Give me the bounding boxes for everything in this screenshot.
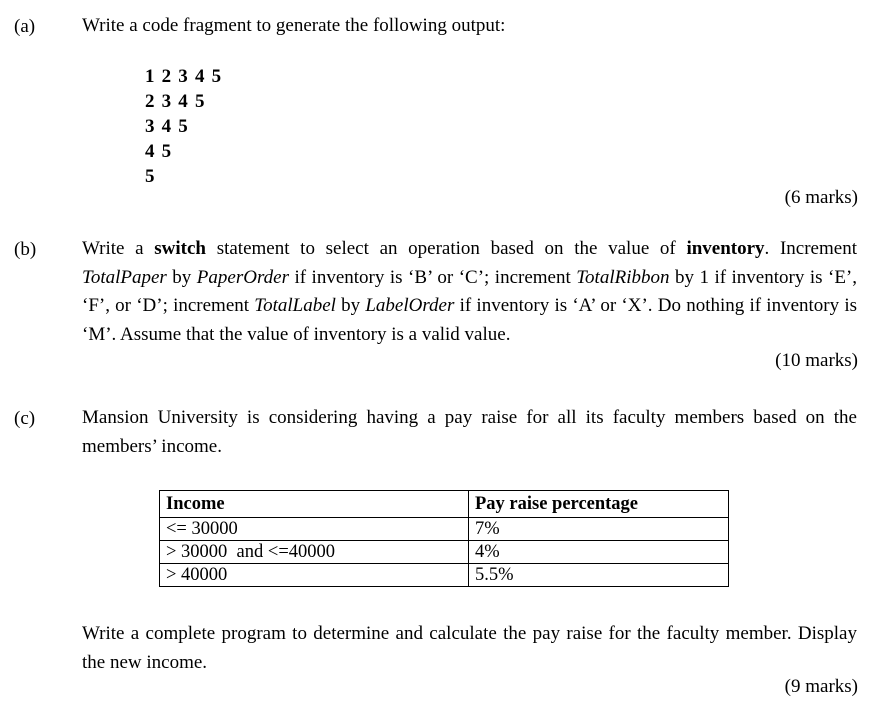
table-cell-percentage: 7%	[469, 518, 729, 541]
part-c-intro: Mansion University is considering having a pay raise for all its faculty members based on the members’ income.	[82, 407, 857, 457]
table-cell-percentage: 4%	[469, 541, 729, 564]
part-c-label: (c)	[14, 408, 36, 429]
table-cell-income: > 30000 and <=40000	[160, 541, 469, 564]
part-a-prompt: Write a code fragment to generate the following output:	[82, 15, 506, 36]
part-c-task: Write a complete program to determine and calculate the pay raise for the faculty member. Display the new income.	[82, 623, 857, 673]
part-a-label: (a)	[14, 16, 36, 37]
part-b-label: (b)	[14, 239, 37, 260]
output-line: 3 4 5	[145, 116, 189, 137]
table-cell-income: <= 30000	[160, 518, 469, 541]
pay-raise-table	[159, 490, 729, 587]
output-line: 4 5	[145, 141, 173, 162]
table-header-pay-raise: Pay raise percentage	[469, 491, 729, 518]
part-a-marks: (6 marks)	[784, 187, 858, 208]
output-pattern	[145, 64, 222, 189]
table-row	[160, 564, 729, 587]
output-line: 5	[145, 166, 156, 187]
output-line: 1 2 3 4 5	[145, 66, 223, 87]
table-row	[160, 518, 729, 541]
table-row	[160, 541, 729, 564]
table-header-row	[160, 491, 729, 518]
table-cell-percentage: 5.5%	[469, 564, 729, 587]
part-c-marks: (9 marks)	[784, 676, 858, 697]
table-cell-income: > 40000	[160, 564, 469, 587]
output-line: 2 3 4 5	[145, 91, 206, 112]
table-header-income: Income	[160, 491, 469, 518]
part-b-marks: (10 marks)	[775, 350, 858, 371]
part-b-question: Write a switch statement to select an operation based on the value of inventory. Increment TotalPaper by PaperOrder if inventory is ‘B’ or ‘C’; increment TotalRibbon by 1 if inventory is ‘E’, ‘F’, or ‘D’; increment TotalLabel by LabelOrder if inventory is ‘A’ or ‘X’. Do nothing if inventory is ‘M’. Assume that the value of inventory is a valid value.	[82, 238, 857, 345]
